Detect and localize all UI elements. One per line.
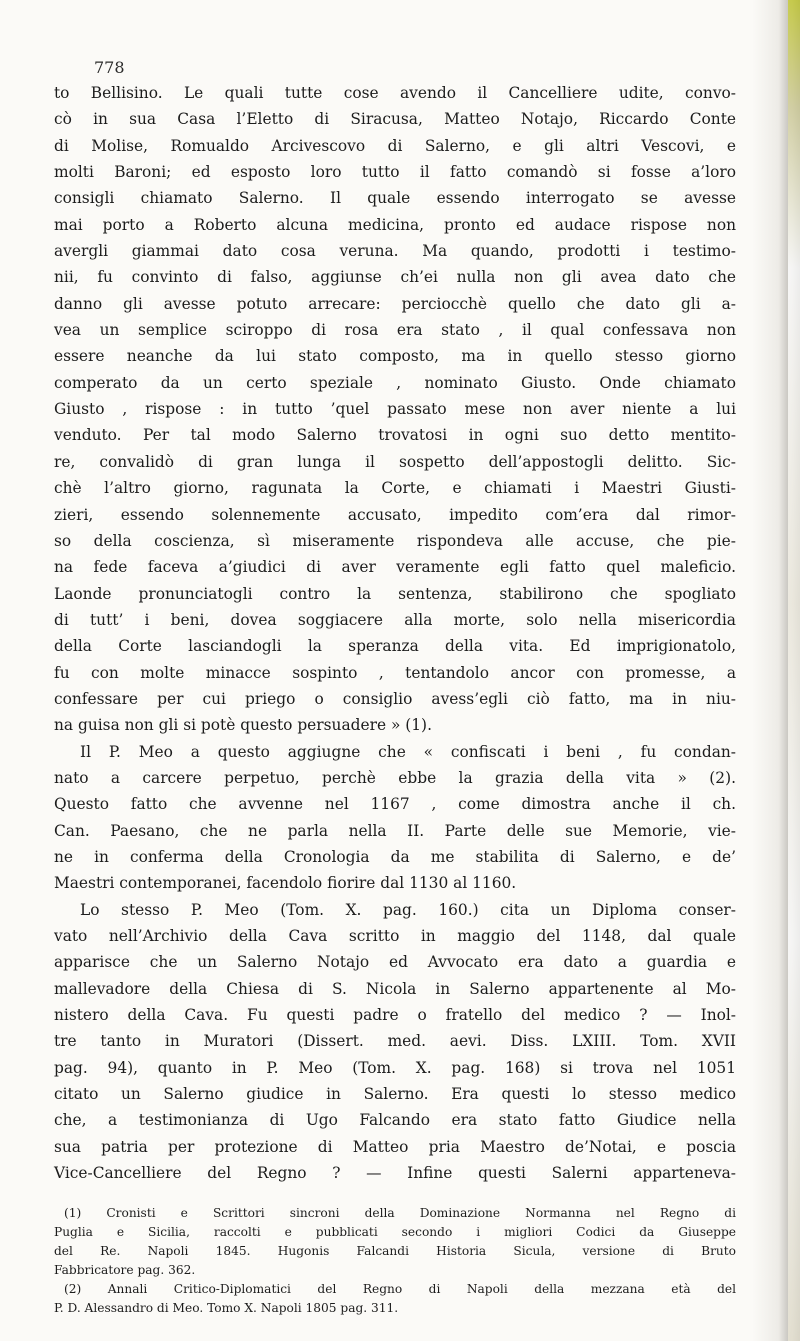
body-line: re, convalidò di gran lunga il sospetto dell’appostogli delitto. Sic-: [54, 452, 736, 471]
footnote-line: Fabbricatore pag. 362.: [54, 1263, 196, 1278]
body-line: sua patria per protezione di Matteo pria Maestro de’Notai, e poscia: [54, 1137, 736, 1156]
body-line: tre tanto in Muratori (Dissert. med. aevi. Diss. LXIII. Tom. XVII: [54, 1032, 736, 1051]
body-line: nato a carcere perpetuo, perchè ebbe la grazia della vita » (2).: [54, 768, 736, 787]
body-line: zieri, essendo solennemente accusato, impedito com’era dal rimor-: [54, 505, 736, 524]
body-line: Laonde pronunciatogli contro la sentenza, stabilirono che spogliato: [54, 584, 736, 603]
body-line: cò in sua Casa l’Eletto di Siracusa, Matteo Notajo, Riccardo Conte: [54, 110, 736, 129]
body-line: comperato da un certo speziale , nominato Giusto. Onde chiamato: [54, 373, 736, 392]
body-line: na guisa non gli si potè questo persuadere » (1).: [54, 716, 432, 735]
body-line: confessare per cui priego o consiglio avess’egli ciò fatto, ma in niu-: [54, 689, 736, 708]
body-line: mallevadore della Chiesa di S. Nicola in Salerno appartenente al Mo-: [54, 979, 736, 998]
body-line: chè l’altro giorno, ragunata la Corte, e chiamati i Maestri Giusti-: [54, 479, 736, 498]
body-line: Il P. Meo a questo aggiugne che « confiscati i beni , fu condan-: [80, 742, 736, 761]
body-line: nii, fu convinto di falso, aggiunse ch’ei nulla non gli avea dato che: [54, 268, 736, 287]
body-line: di Molise, Romualdo Arcivescovo di Salerno, e gli altri Vescovi, e: [54, 136, 736, 155]
page-edge-strip: [788, 0, 800, 1341]
body-line: danno gli avesse potuto arrecare: perciocchè quello che dato gli a-: [54, 294, 736, 313]
body-line: consigli chiamato Salerno. Il quale essendo interrogato se avesse: [54, 189, 736, 208]
body-line: Vice-Cancelliere del Regno ? — Infine questi Salerni appartenevа-: [54, 1164, 736, 1183]
body-text: [54, 80, 736, 1186]
footnote-line: P. D. Alessandro di Meo. Tomo X. Napoli 1805 pag. 311.: [54, 1301, 399, 1316]
body-line: fu con molte minacce sospinto , tentandolo ancor con promesse, a: [54, 663, 736, 682]
body-line: essere neanche da lui stato composto, ma in quello stesso giorno: [54, 347, 736, 366]
body-line: vato nell’Archivio della Cava scritto in maggio del 1148, dal quale: [54, 927, 736, 945]
footnote-line: (2) Annali Critico-Diplomatici del Regno di Napoli della mezzana età del: [64, 1282, 736, 1297]
footnotes: [54, 1204, 736, 1318]
footnote-spacer: [54, 1186, 736, 1204]
body-line: ne in conferma della Cronologia da me stabilita di Salerno, e de’: [54, 847, 736, 866]
body-line: della Corte lasciandogli la speranza della vita. Ed imprigionatolo,: [54, 637, 736, 656]
page-number: 778: [94, 58, 125, 77]
body-line: Giusto , rispose : in tutto ’quel passato mese non aver niente a lui: [54, 400, 736, 419]
body-line: so della coscienza, sì miseramente rispondeva alle accuse, che pie-: [54, 531, 736, 550]
body-line: Lo stesso P. Meo (Tom. X. pag. 160.) cita un Diploma conser-: [80, 900, 736, 919]
body-line: venduto. Per tal modo Salerno trovatosi in ogni suo detto mentito-: [54, 426, 736, 445]
body-line: avergli giammai dato cosa veruna. Ma quando, prodotti i testimo-: [54, 242, 736, 261]
footnote-line: (1) Cronisti e Scrittori sincroni della Dominazione Normanna nel Regno di: [64, 1206, 736, 1221]
footnote-line: del Re. Napoli 1845. Hugonis Falcandi Historia Sicula, versione di Bruto: [54, 1244, 736, 1259]
page-text: [54, 80, 736, 1318]
body-line: Questo fatto che avvenne nel 1167 , come dimostra anche il ch.: [54, 795, 736, 814]
body-line: na fede faceva a’giudici di aver veramente egli fatto quel maleficio.: [54, 558, 736, 577]
body-line: Can. Paesano, che ne parla nella II. Parte delle sue Memorie, vie-: [54, 821, 736, 840]
body-line: citato un Salerno giudice in Salerno. Era questi lo stesso medico: [54, 1085, 736, 1104]
body-line: Maestri contemporanei, facendolo fiorire dal 1130 al 1160.: [54, 874, 517, 893]
body-line: che, a testimonianza di Ugo Falcando era stato fatto Giudice nella: [54, 1111, 736, 1130]
body-line: nistero della Cava. Fu questi padre o fratello del medico ? — Inol-: [54, 1006, 736, 1025]
body-line: vea un semplice sciroppo di rosa era stato , il qual confessava non: [54, 321, 736, 340]
body-line: pag. 94), quanto in P. Meo (Tom. X. pag. 168) si trova nel 1051: [54, 1058, 736, 1077]
body-line: to Bellisino. Le quali tutte cose avendo il Cancelliere udite, convo-: [54, 84, 736, 102]
body-line: molti Baroni; ed esposto loro tutto il fatto comandò si fosse a’loro: [54, 163, 736, 182]
body-line: apparisce che un Salerno Notajo ed Avvocato era dato a guardia e: [54, 953, 736, 972]
body-line: mai porto a Roberto alcuna medicina, pronto ed audace rispose non: [54, 215, 736, 234]
body-line: di tutt’ i beni, dovea soggiacere alla morte, solo nella misericordia: [54, 610, 736, 629]
footnote-line: Puglia e Sicilia, raccolti e pubblicati secondo i migliori Codici da Giuseppe: [54, 1225, 736, 1240]
